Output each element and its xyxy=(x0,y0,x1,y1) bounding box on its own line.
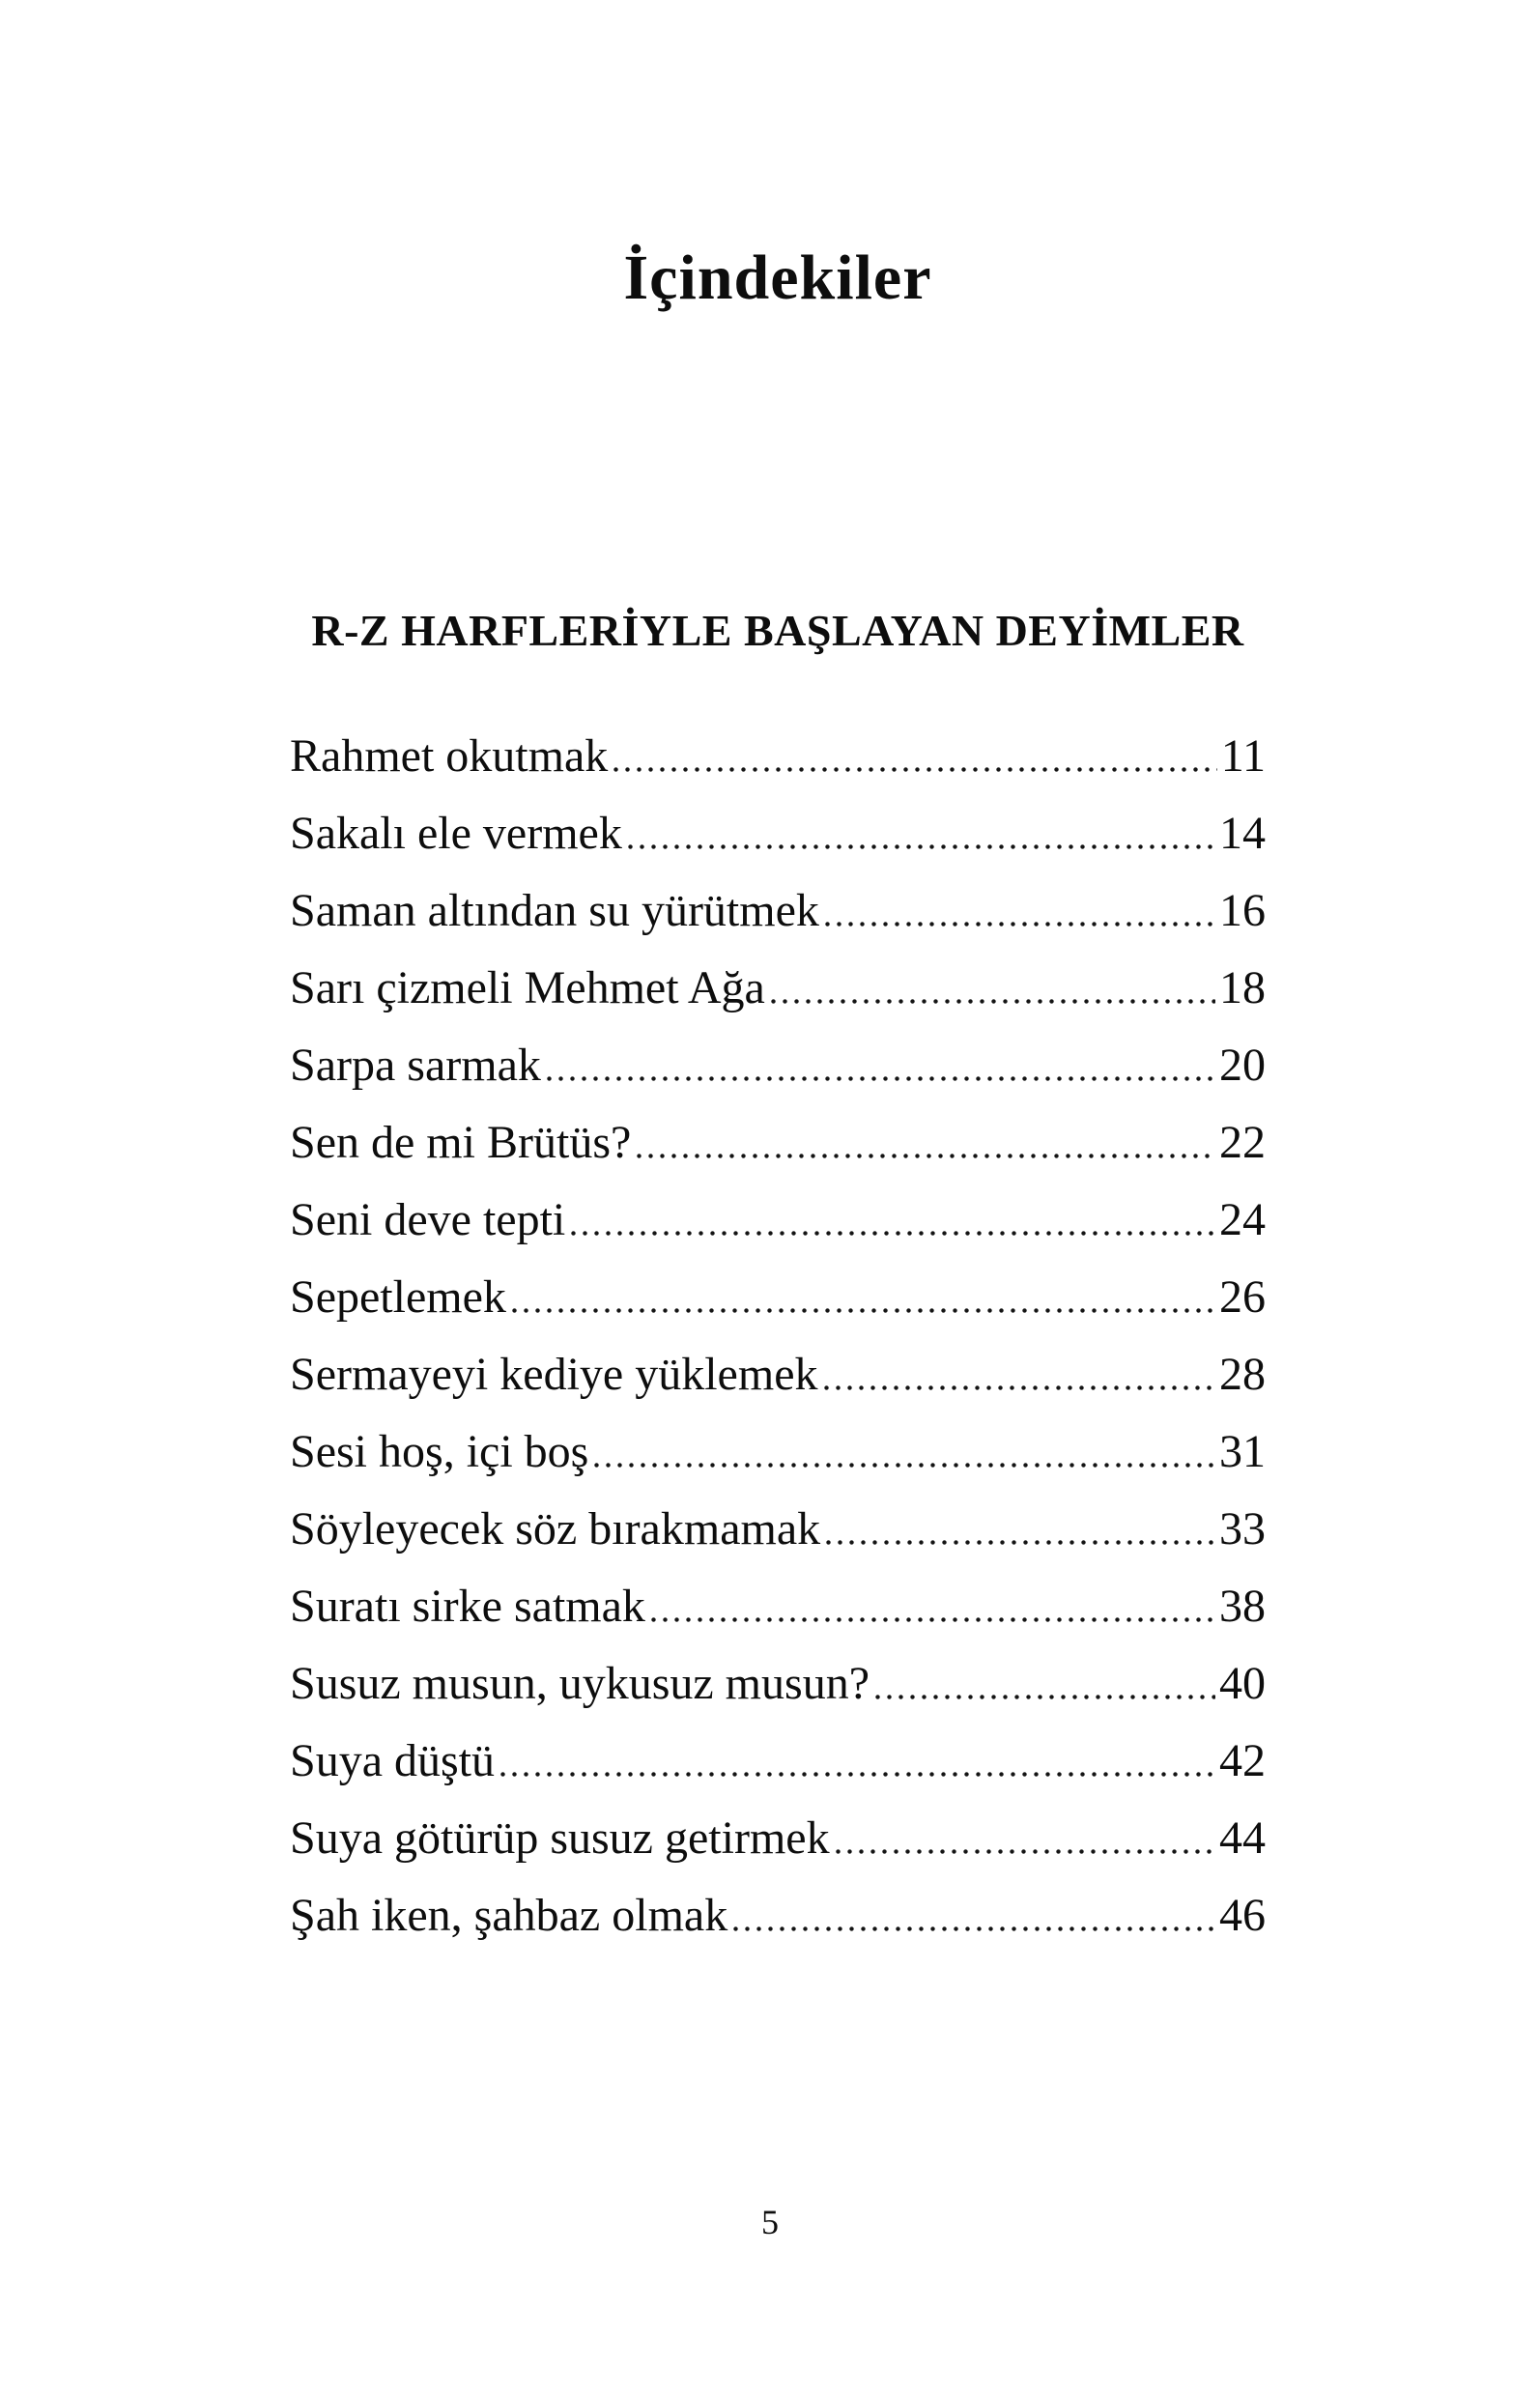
toc-list xyxy=(290,705,1266,1942)
dot-leader xyxy=(594,1463,1215,1468)
toc-entry xyxy=(290,1169,1266,1246)
dot-leader xyxy=(651,1617,1215,1622)
dot-leader xyxy=(875,1695,1215,1699)
page-title: İçindekiler xyxy=(623,242,932,313)
dot-leader xyxy=(733,1926,1215,1931)
toc-entry-label: Suratı sirke satmak xyxy=(290,1581,645,1633)
toc-entry xyxy=(290,1787,1266,1865)
toc-entry xyxy=(290,1014,1266,1092)
toc-entry xyxy=(290,1401,1266,1478)
toc-entry xyxy=(290,1478,1266,1555)
toc-entry-label: Suya götürüp susuz getirmek xyxy=(290,1812,830,1865)
toc-entry-label: Saman altından su yürütmek xyxy=(290,885,819,937)
toc-entry-label: Sarpa sarmak xyxy=(290,1040,541,1092)
toc-entry-page-number: 40 xyxy=(1219,1658,1266,1710)
toc-entry-label: Sakalı ele vermek xyxy=(290,808,622,860)
toc-entry-page-number: 24 xyxy=(1219,1194,1266,1246)
toc-entry xyxy=(290,1324,1266,1401)
dot-leader xyxy=(571,1231,1215,1236)
toc-entry-page-number: 31 xyxy=(1219,1426,1266,1478)
toc-entry-label: Sesi hoş, içi boş xyxy=(290,1426,589,1478)
dot-leader xyxy=(825,922,1215,927)
toc-entry-label: Susuz musun, uykusuz musun? xyxy=(290,1658,870,1710)
toc-entry-page-number: 22 xyxy=(1219,1117,1266,1169)
toc-entry-page-number: 18 xyxy=(1219,962,1266,1014)
toc-entry xyxy=(290,1710,1266,1787)
toc-entry-page-number: 16 xyxy=(1219,885,1266,937)
dot-leader xyxy=(547,1076,1215,1081)
folio-page-number: 5 xyxy=(761,2203,779,2241)
toc-entry-label: Sarı çizmeli Mehmet Ağa xyxy=(290,962,765,1014)
toc-entry-page-number: 14 xyxy=(1219,808,1266,860)
toc-entry xyxy=(290,860,1266,937)
dot-leader xyxy=(771,999,1215,1004)
toc-entry xyxy=(290,1633,1266,1710)
section-header: R-Z HARFLERİYLE BAŞLAYAN DEYİMLER xyxy=(311,605,1244,655)
toc-entry xyxy=(290,1092,1266,1169)
toc-entry-label: Söyleyecek söz bırakmamak xyxy=(290,1503,821,1555)
dot-leader xyxy=(826,1540,1215,1545)
toc-entry-label: Seni deve tepti xyxy=(290,1194,566,1246)
toc-entry-page-number: 11 xyxy=(1220,730,1266,783)
dot-leader xyxy=(824,1385,1216,1390)
toc-entry xyxy=(290,783,1266,860)
toc-entry xyxy=(290,705,1266,783)
dot-leader xyxy=(628,844,1215,849)
toc-entry xyxy=(290,1246,1266,1324)
toc-entry-page-number: 46 xyxy=(1219,1890,1266,1942)
dot-leader xyxy=(512,1308,1215,1313)
toc-entry-page-number: 20 xyxy=(1219,1040,1266,1092)
toc-entry xyxy=(290,937,1266,1014)
toc-entry-page-number: 42 xyxy=(1219,1735,1266,1787)
toc-entry-label: Rahmet okutmak xyxy=(290,730,609,783)
toc-entry-label: Sen de mi Brütüs? xyxy=(290,1117,632,1169)
dot-leader xyxy=(613,767,1217,772)
toc-entry-page-number: 38 xyxy=(1219,1581,1266,1633)
dot-leader xyxy=(500,1772,1215,1777)
toc-entry-label: Sermayeyi kediye yüklemek xyxy=(290,1349,818,1401)
toc-entry xyxy=(290,1555,1266,1633)
toc-entry-page-number: 28 xyxy=(1219,1349,1266,1401)
toc-entry-page-number: 26 xyxy=(1219,1271,1266,1324)
toc-entry-label: Suya düştü xyxy=(290,1735,496,1787)
toc-entry xyxy=(290,1865,1266,1942)
toc-entry-label: Şah iken, şahbaz olmak xyxy=(290,1890,728,1942)
dot-leader xyxy=(836,1849,1215,1854)
dot-leader xyxy=(637,1154,1215,1158)
toc-entry-page-number: 33 xyxy=(1219,1503,1266,1555)
toc-entry-page-number: 44 xyxy=(1219,1812,1266,1865)
toc-entry-label: Sepetlemek xyxy=(290,1271,506,1324)
